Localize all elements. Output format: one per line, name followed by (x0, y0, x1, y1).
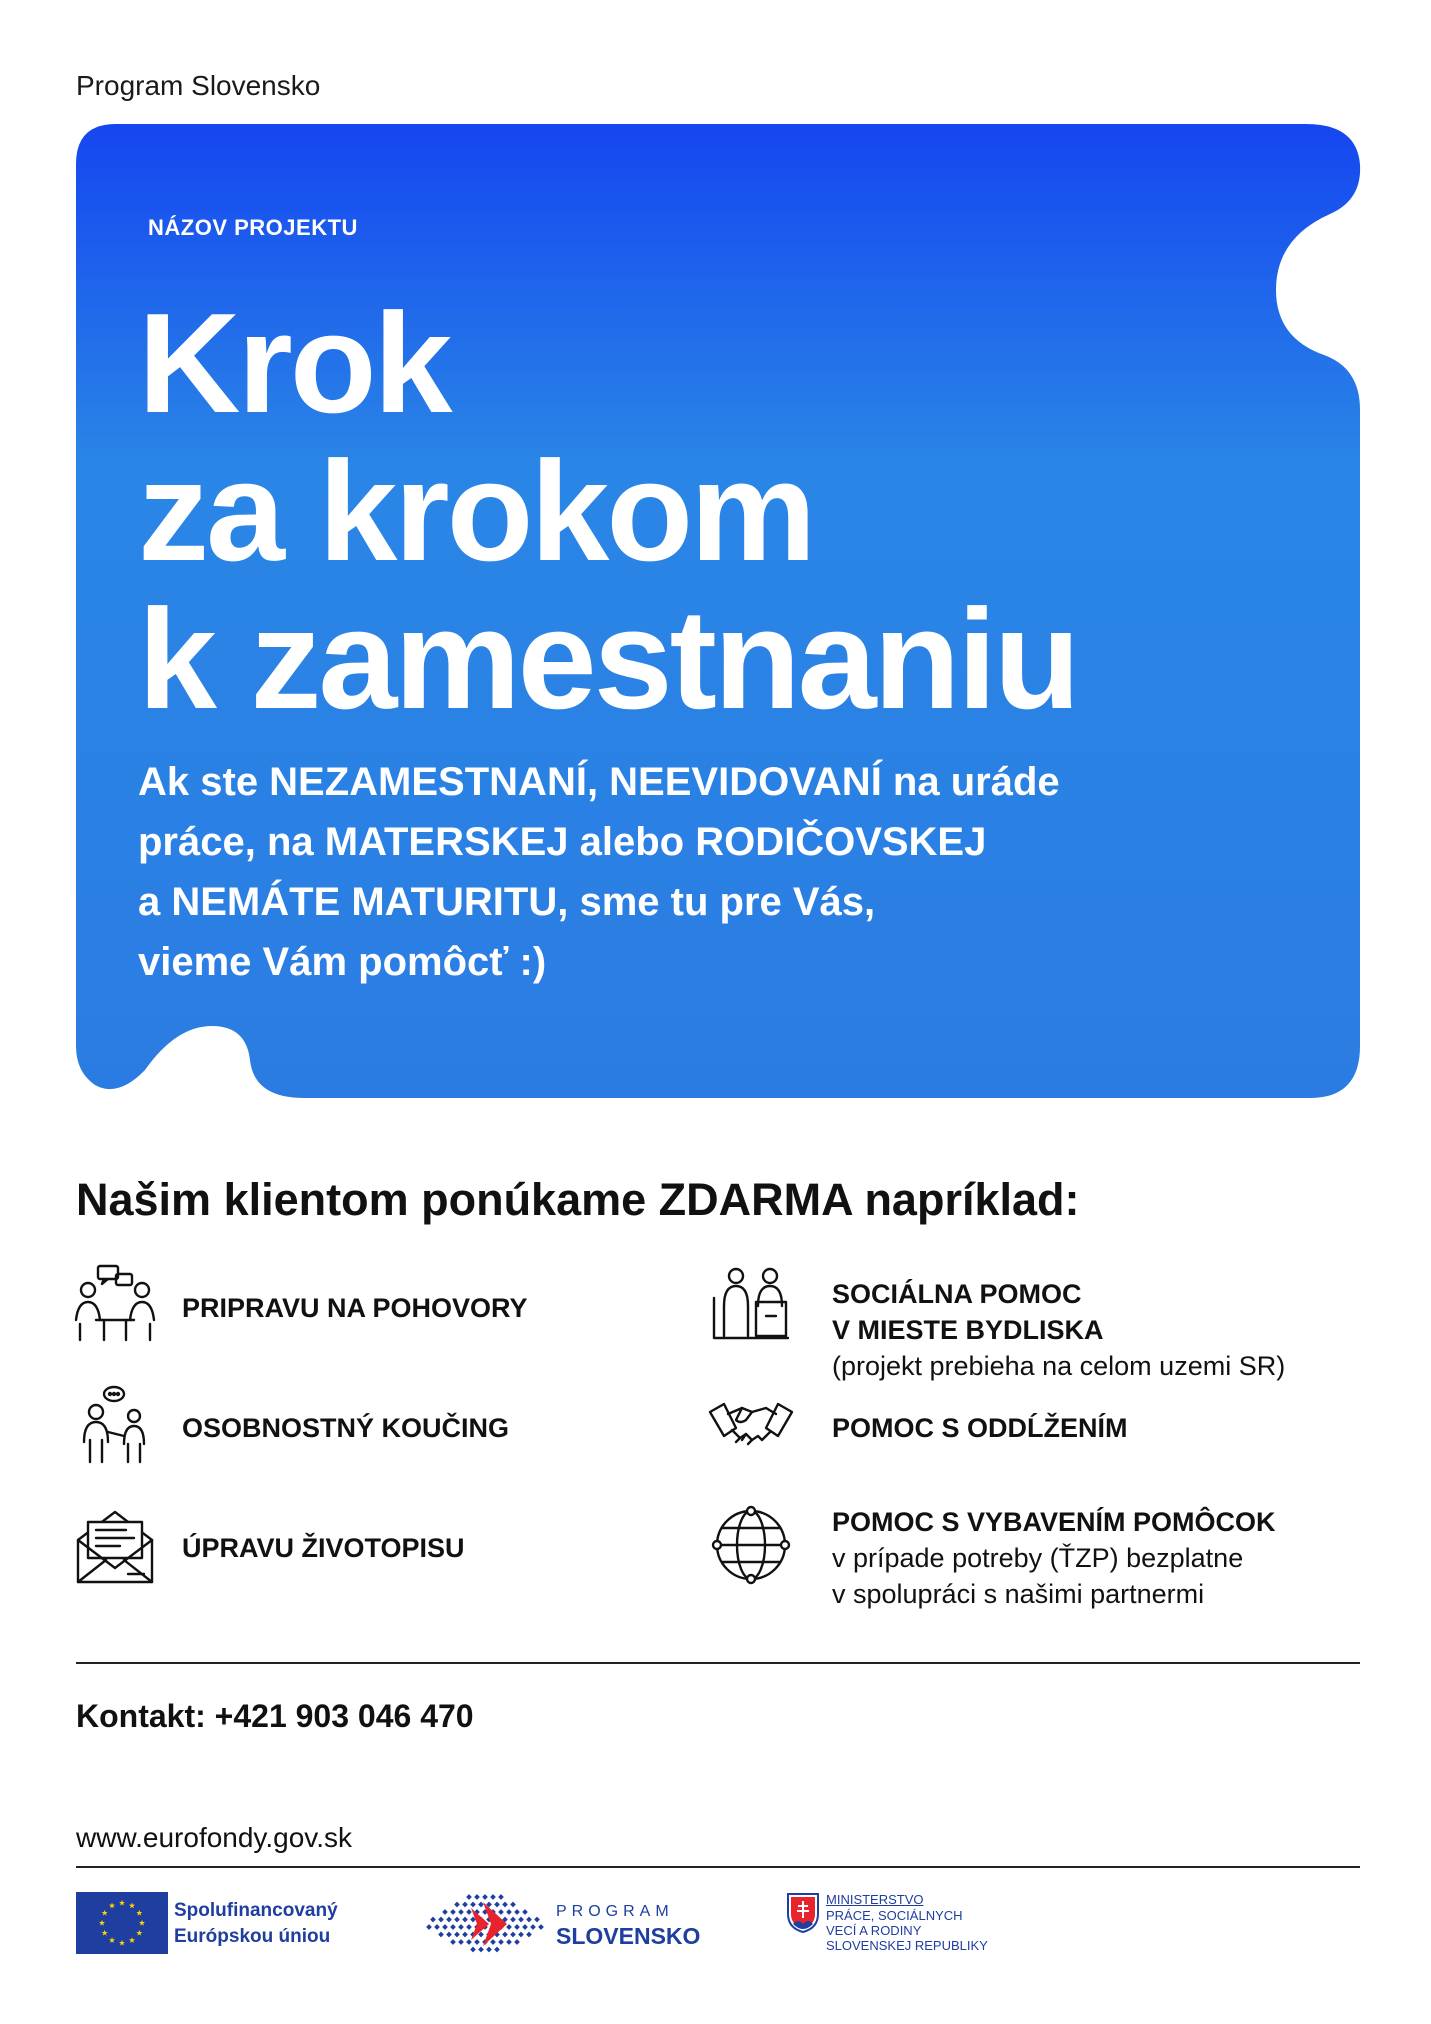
logo-dot (502, 1932, 508, 1938)
service-description: v spolupráci s našimi partnermi (832, 1579, 1205, 1609)
logo-dot (466, 1909, 472, 1915)
service-title: V MIESTE BYDLISKA (832, 1315, 1104, 1345)
logo-dot (490, 1894, 496, 1900)
interview-icon (70, 1262, 160, 1352)
logo-dot (506, 1939, 512, 1945)
divider (76, 1662, 1360, 1664)
website-link[interactable]: www.eurofondy.gov.sk (76, 1822, 352, 1853)
hero-subtitle-line: a NEMÁTE MATURITU, sme tu pre Vás, (138, 880, 876, 924)
logo-dot (522, 1924, 528, 1930)
hero-subtitle-line: práce, na MATERSKEJ alebo RODIČOVSKEJ (138, 820, 987, 864)
logo-dot (498, 1939, 504, 1945)
contact (76, 1698, 474, 1735)
logo-dot (522, 1909, 528, 1915)
hero-title (138, 284, 1338, 739)
logo-dot (466, 1924, 472, 1930)
logo-dot (434, 1924, 440, 1930)
logo-dot (482, 1894, 488, 1900)
logo-dot (478, 1902, 484, 1908)
logo-dot (446, 1917, 452, 1923)
service-title: POMOC S VYBAVENÍM POMÔCOK (832, 1507, 1276, 1537)
program-slovensko-logo-icon (425, 1892, 545, 1956)
logo-dot (518, 1917, 524, 1923)
logo-dot (506, 1924, 512, 1930)
logo-dot (462, 1902, 468, 1908)
logo-dot (510, 1902, 516, 1908)
logo-dot (502, 1902, 508, 1908)
logo-dot (438, 1917, 444, 1923)
logo-dot (454, 1917, 460, 1923)
logo-dot (442, 1924, 448, 1930)
service-title: SOCIÁLNA POMOC (832, 1279, 1082, 1309)
logo-dot (458, 1924, 464, 1930)
logo-dot (462, 1917, 468, 1923)
logo-dot (466, 1894, 472, 1900)
hero-title-line: k zamestnaniu (138, 580, 1078, 739)
envelope-icon (70, 1500, 160, 1590)
project-label: NÁZOV PROJEKTU (148, 215, 358, 240)
logo-dot (498, 1909, 504, 1915)
globe-icon (706, 1500, 796, 1590)
logo-dot (514, 1909, 520, 1915)
logo-dot (534, 1917, 540, 1923)
logo-dot (486, 1947, 492, 1953)
eu-flag-icon (76, 1892, 168, 1954)
logo-dot (466, 1939, 472, 1945)
logo-dot (474, 1894, 480, 1900)
program-slovensko-text (556, 1902, 700, 1950)
logo-dot (506, 1909, 512, 1915)
logo-dot (458, 1939, 464, 1945)
logo-dot (490, 1939, 496, 1945)
slovak-coat-of-arms-icon (786, 1892, 820, 1934)
service-title: OSOBNOSTNÝ KOUČING (182, 1413, 510, 1443)
ministry-text-line: PRÁCE, SOCIÁLNYCH (826, 1908, 963, 1923)
contact-label: Kontakt: (76, 1698, 206, 1734)
logo-dot (450, 1909, 456, 1915)
eu-cofunded-text (174, 1898, 338, 1950)
logo-dot (510, 1917, 516, 1923)
social-help-icon (706, 1262, 796, 1352)
logo-dot (426, 1924, 432, 1930)
logo-dot (510, 1932, 516, 1938)
ministry-text-line: SLOVENSKEJ REPUBLIKY (826, 1938, 988, 1953)
hero-subtitle-line: Ak ste NEZAMESTNANÍ, NEEVIDOVANÍ na uráde (138, 760, 1060, 804)
service-title: PRIPRAVU NA POHOVORY (182, 1293, 528, 1323)
eu-text-line: Spolufinancovaný (174, 1900, 338, 1921)
service-title: ÚPRAVU ŽIVOTOPISU (182, 1533, 465, 1563)
contact-phone[interactable]: +421 903 046 470 (214, 1698, 474, 1734)
logo-dot (462, 1932, 468, 1938)
service-title: POMOC S ODDĹŽENÍM (832, 1413, 1128, 1443)
logo-dot (498, 1894, 504, 1900)
logo-dot (450, 1924, 456, 1930)
hero-title-line: za krokom (138, 432, 814, 591)
logo-dot (430, 1917, 436, 1923)
logo-dot (454, 1902, 460, 1908)
ministry-text-line: VECÍ A RODINY (826, 1923, 922, 1938)
ministry-text (826, 1892, 988, 1953)
logo-dot (454, 1932, 460, 1938)
coaching-icon (70, 1382, 160, 1472)
divider (76, 1866, 1360, 1868)
offer-heading: Našim klientom ponúkame ZDARMA napríklad: (76, 1174, 1080, 1225)
logo-dot (438, 1932, 444, 1938)
logo-dot (494, 1902, 500, 1908)
service-description: v prípade potreby (ŤZP) bezplatne (832, 1543, 1244, 1573)
logo-dot (494, 1947, 500, 1953)
logo-dot (470, 1947, 476, 1953)
hero-title-line: Krok (138, 284, 450, 443)
logo-dot (474, 1939, 480, 1945)
logo-dot (442, 1909, 448, 1915)
logo-dot (450, 1939, 456, 1945)
logo-dot (526, 1932, 532, 1938)
logo-dot (514, 1924, 520, 1930)
logo-dot (526, 1917, 532, 1923)
handshake-icon (706, 1382, 796, 1472)
eu-text-line: Európskou úniou (174, 1926, 331, 1947)
program-text-line: PROGRAM (556, 1903, 674, 1920)
logo-dot (538, 1924, 544, 1930)
logo-dot (514, 1939, 520, 1945)
hero-subtitle-line: vieme Vám pomôcť :) (138, 940, 547, 984)
logo-dot (530, 1924, 536, 1930)
logo-dot (446, 1932, 452, 1938)
service-description: (projekt prebieha na celom uzemi SR) (832, 1351, 1286, 1381)
logo-dot (518, 1932, 524, 1938)
hero-subtitle (138, 752, 1318, 992)
logo-dot (470, 1902, 476, 1908)
brand-top-label: Program Slovensko (76, 70, 321, 101)
ministry-text-line: MINISTERSTVO (826, 1892, 924, 1907)
logo-dot (458, 1909, 464, 1915)
logo-dot (478, 1947, 484, 1953)
program-text-line: SLOVENSKO (556, 1923, 701, 1949)
